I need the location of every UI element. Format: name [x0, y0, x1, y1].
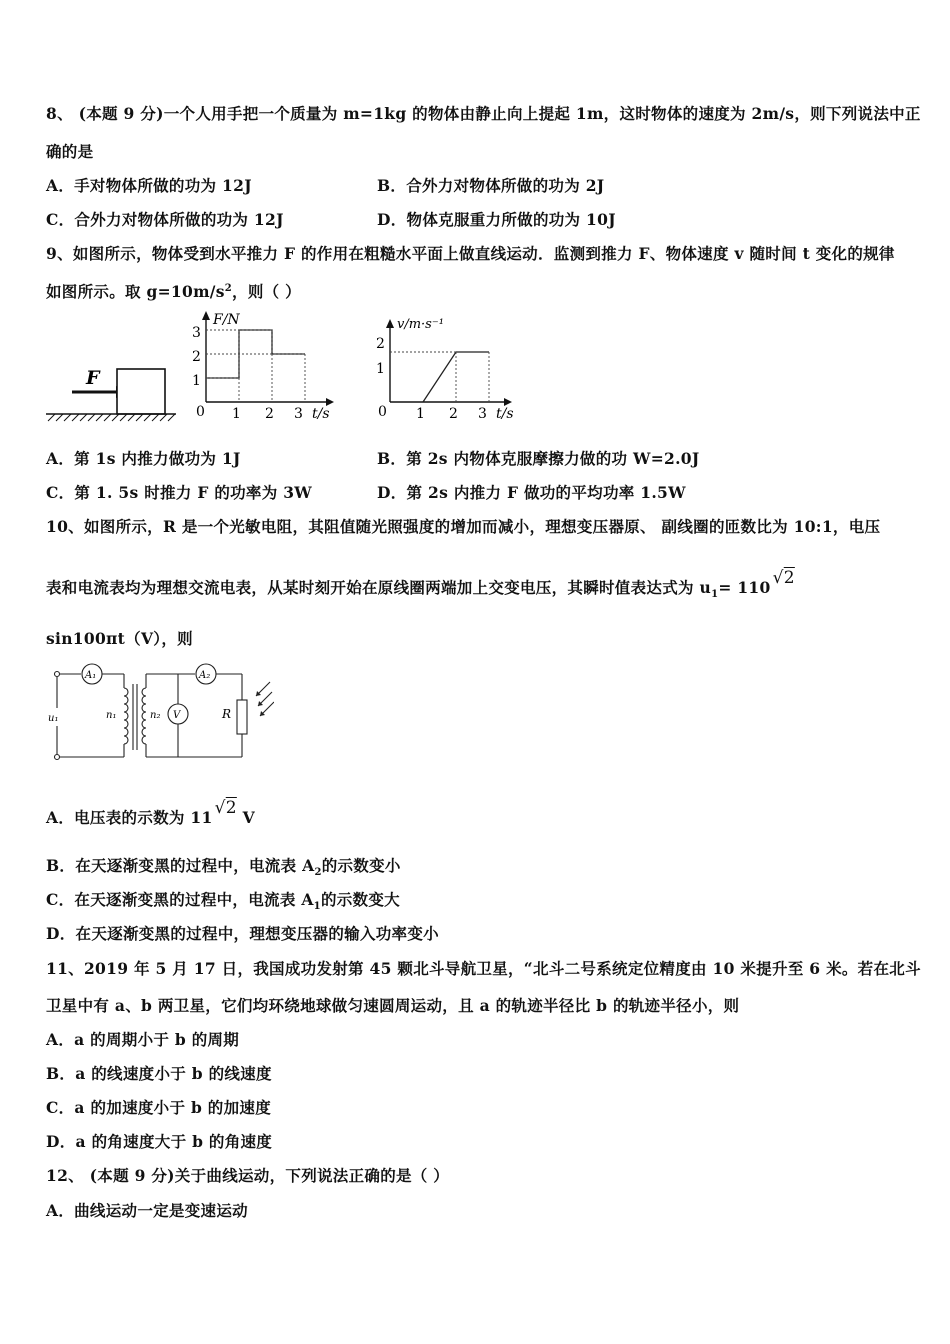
q9-block-figure: [44, 360, 184, 422]
q10-stem-line3: sin100πt（V），则: [46, 629, 193, 648]
q10-stem-line2: 表和电流表均为理想交流电表，从某时刻开始在原线圈两端加上交变电压，其瞬时值表达式为 $u_1= 110$ √2: [46, 568, 795, 601]
block: [117, 369, 165, 414]
q8-stem-line1: 8、 (本题 9 分)一个人用手把一个质量为 m=1kg 的物体由静止向上提起 1m，这时物体的速度为 2m/s，则下列说法中正: [46, 104, 921, 123]
f-x-tick-1: 1: [232, 406, 241, 422]
q9-option-d: D．第 2s 内推力 F 做功的平均功率 1.5W: [377, 483, 686, 502]
sqrt-symbol: √2: [214, 798, 237, 818]
v-tick-2: 2: [376, 336, 385, 352]
n2-label: n₂: [150, 710, 161, 721]
f-x-tick-3: 3: [294, 406, 303, 422]
ammeter-a1-label: A₁: [85, 670, 97, 681]
f-tick-2: 2: [192, 349, 201, 365]
force-label: F: [86, 367, 100, 389]
q8-option-d: D．物体克服重力所做的功为 10J: [377, 210, 616, 229]
q10-option-b: B．在天逐渐变黑的过程中，电流表 $A_2$的示数变小: [46, 856, 401, 879]
q10-option-c: C．在天逐渐变黑的过程中，电流表 $A_1$的示数变大: [46, 890, 400, 913]
q8-stem-line2: 确的是: [46, 142, 94, 161]
v-x-tick-0: 0: [378, 404, 387, 420]
u1-label: u₁: [48, 713, 59, 724]
q11-option-b: B．a 的线速度小于 b 的线速度: [46, 1064, 272, 1083]
q11-stem-line2: 卫星中有 a、b 两卫星，它们均环绕地球做匀速圆周运动，且 a 的轨迹半径比 b 的轨迹半径小，则: [46, 996, 740, 1015]
q12-option-a: A．曲线运动一定是变速运动: [46, 1201, 248, 1220]
q11-option-a: A．a 的周期小于 b 的周期: [46, 1030, 240, 1049]
v-t-axis-label: t/s: [496, 406, 514, 422]
n1-label: n₁: [106, 710, 117, 721]
v-x-tick-2: 2: [449, 406, 458, 422]
v-x-tick-1: 1: [416, 406, 425, 422]
ammeter-a2-label: A₂: [199, 670, 211, 681]
q9-option-b: B．第 2s 内物体克服摩擦力做的功 W=2.0J: [377, 449, 700, 468]
q9-option-a: A．第 1s 内推力做功为 1J: [46, 449, 241, 468]
v-axis-label: v/m·s⁻¹: [397, 317, 444, 332]
q11-stem-line1: 11、2019 年 5 月 17 日，我国成功发射第 45 颗北斗导航卫星，“北斗二号系统定位精度由 10 米提升至 6 米。若在北斗: [46, 959, 921, 978]
q12-stem-line1: 12、 (本题 9 分)关于曲线运动，下列说法正确的是（ ）: [46, 1166, 450, 1185]
t-axis-label: t/s: [312, 406, 330, 422]
q9-stem-line2: 如图所示。取 $g=10m/s^2$，则（ ）: [46, 282, 301, 301]
sqrt-symbol: √2: [772, 568, 795, 588]
q11-option-c: C．a 的加速度小于 b 的加速度: [46, 1098, 272, 1117]
q9-stem-line1: 9、如图所示，物体受到水平推力 F 的作用在粗糙水平面上做直线运动．监测到推力 F、物体速度 v 随时间 t 变化的规律: [46, 244, 895, 263]
f-axis-label: F/N: [213, 312, 240, 328]
voltmeter-label: V: [173, 710, 181, 721]
q8-option-c: C．合外力对物体所做的功为 12J: [46, 210, 284, 229]
f-x-tick-2: 2: [265, 406, 274, 422]
resistor-r-label: R: [222, 707, 232, 721]
q9-force-graph: [188, 308, 338, 424]
q10-option-a: A．电压表的示数为 11 √2 V: [46, 798, 255, 827]
q9-option-c: C．第 1. 5s 时推力 F 的功率为 3W: [46, 483, 313, 502]
q11-option-d: D．a 的角速度大于 b 的角速度: [46, 1132, 273, 1151]
f-x-tick-0: 0: [196, 404, 205, 420]
q8-option-a: A．手对物体所做的功为 12J: [46, 176, 252, 195]
v-tick-1: 1: [376, 361, 385, 377]
q10-circuit-diagram: [44, 660, 274, 766]
f-tick-3: 3: [192, 325, 201, 341]
f-tick-1: 1: [192, 373, 201, 389]
q10-stem-line1: 10、如图所示，R 是一个光敏电阻，其阻值随光照强度的增加而减小，理想变压器原、 副线圈的匝数比为 10:1，电压: [46, 517, 881, 536]
q9-velocity-graph: [372, 308, 532, 424]
q10-option-d: D．在天逐渐变黑的过程中，理想变压器的输入功率变小: [46, 924, 439, 943]
v-x-tick-3: 3: [478, 406, 487, 422]
q8-option-b: B．合外力对物体所做的功为 2J: [377, 176, 605, 195]
